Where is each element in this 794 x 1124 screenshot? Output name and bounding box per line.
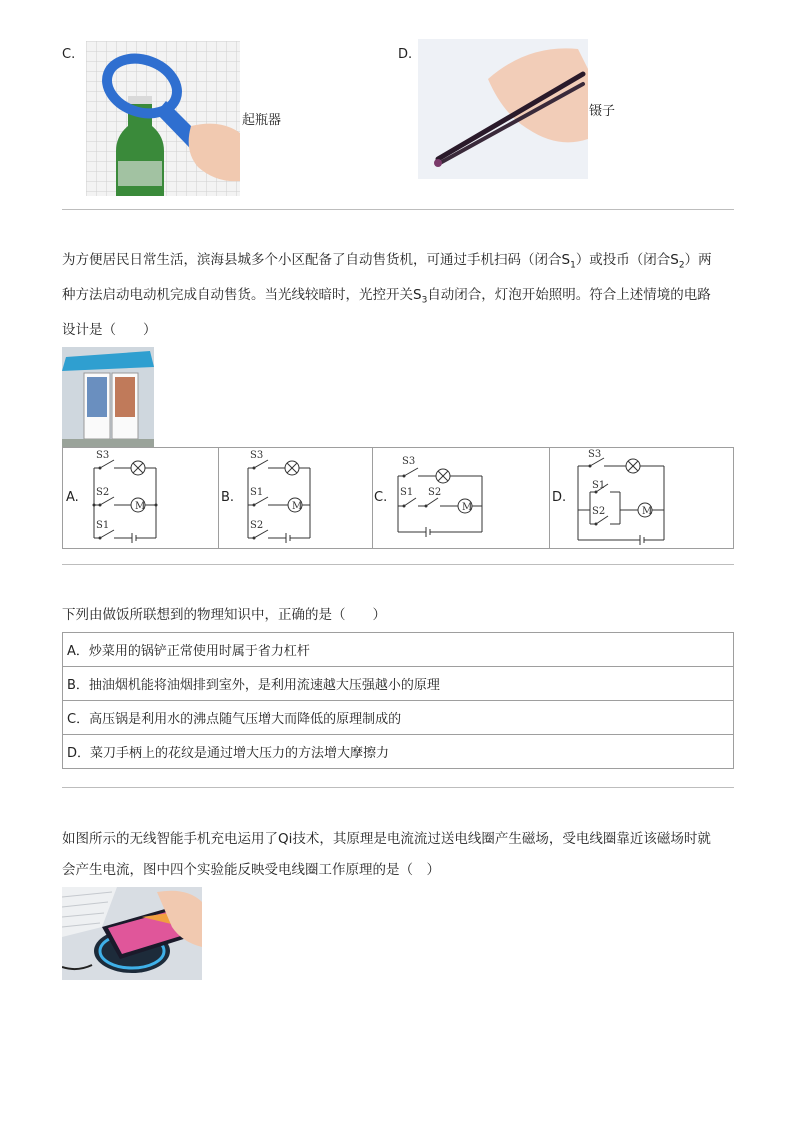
- question-cooking-stem: 下列由做饭所联想到的物理知识中，正确的是（ ）: [62, 607, 386, 623]
- switch-label: S2: [428, 487, 442, 498]
- cooking-options-table: [62, 632, 734, 769]
- divider: [62, 564, 734, 565]
- cooking-option-c[interactable]: C．高压锅是利用水的沸点随气压增大而降低的原理制成的: [63, 701, 734, 735]
- switch-label: S3: [402, 456, 416, 467]
- switch-label: S2: [250, 520, 264, 531]
- motor-label: M: [135, 501, 146, 512]
- question-vending-line3: 设计是（ ）: [62, 322, 157, 338]
- question-wireless-line2: 会产生电流，图中四个实验能反映受电线圈工作原理的是（ ）: [62, 862, 440, 878]
- switch-label: S2: [96, 487, 110, 498]
- circuit-diagram-a: [84, 448, 164, 548]
- switch-label: S2: [592, 506, 606, 517]
- switch-label: S3: [588, 449, 602, 460]
- motor-label: M: [642, 506, 653, 517]
- motor-label: M: [462, 502, 473, 513]
- switch-label: S1: [592, 480, 606, 491]
- wireless-charger-image: [62, 887, 202, 980]
- option-c-caption: 起瓶器: [242, 113, 282, 128]
- tweezers-image: [418, 39, 588, 179]
- switch-label: S1: [400, 487, 414, 498]
- question-wireless-line1: 如图所示的无线智能手机充电运用了Qi技术，其原理是电流流过送电线圈产生磁场，受电线圈靠近该磁场时就: [62, 831, 711, 847]
- vending-machine-image: [62, 347, 154, 447]
- option-d-caption: 镊子: [589, 104, 616, 119]
- switch-label: S3: [96, 450, 110, 461]
- switch-label: S1: [250, 487, 264, 498]
- circuit-option-c-letter: C.: [374, 490, 388, 505]
- circuit-diagram-b: [238, 448, 318, 548]
- switch-label: S1: [96, 520, 110, 531]
- option-c-letter: C.: [62, 47, 76, 62]
- circuit-option-d-letter: D.: [552, 490, 567, 505]
- bottle-opener-image: [86, 41, 240, 196]
- switch-label: S3: [250, 450, 264, 461]
- circuit-diagram-c: [392, 448, 492, 548]
- divider: [62, 787, 734, 788]
- cooking-option-d[interactable]: D．菜刀手柄上的花纹是通过增大压力的方法增大摩擦力: [63, 735, 734, 769]
- divider: [62, 209, 734, 210]
- motor-label: M: [292, 501, 303, 512]
- circuit-option-a-letter: A.: [66, 490, 79, 505]
- circuit-diagram-d: [572, 448, 672, 548]
- cooking-option-a[interactable]: A．炒菜用的锅铲正常使用时属于省力杠杆: [63, 633, 734, 667]
- question-vending-line2: 种方法启动电动机完成自动售货。当光线较暗时，光控开关$S_3$自动闭合，灯泡开始照明。符合上述情境的电路: [62, 287, 711, 306]
- circuit-option-b-letter: B.: [221, 490, 235, 505]
- cooking-option-b[interactable]: B．抽油烟机能将油烟排到室外，是利用流速越大压强越小的原理: [63, 667, 734, 701]
- question-vending-line1: 为方便居民日常生活，滨海县城多个小区配备了自动售货机，可通过手机扫码（闭合$S_1$）或投币（闭合$S_2$）两: [62, 252, 712, 271]
- option-d-letter: D.: [398, 47, 413, 62]
